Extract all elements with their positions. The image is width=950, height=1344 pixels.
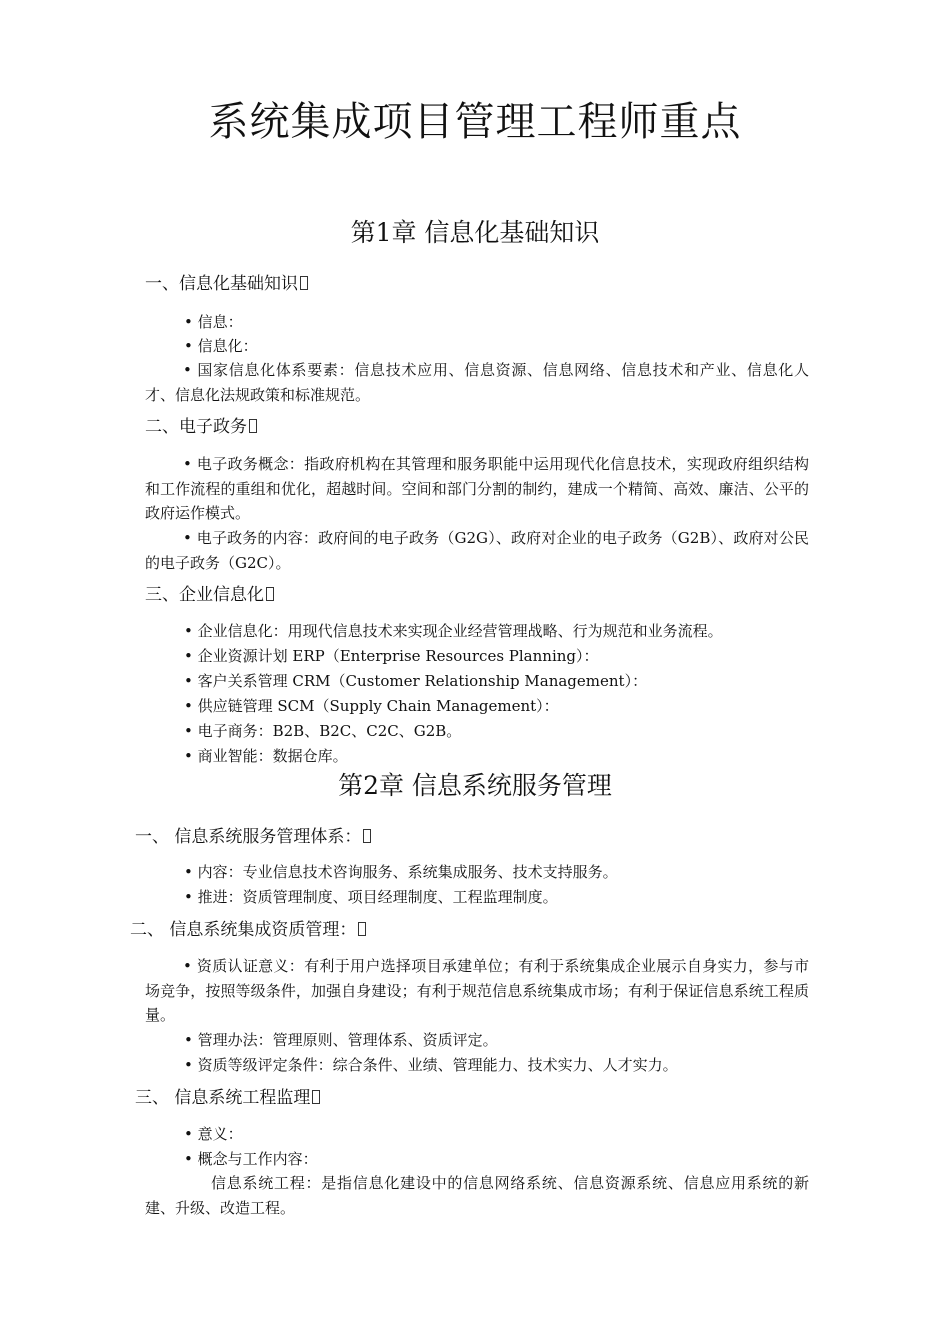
paragraph: • 电子政务概念：指政府机构在其管理和服务职能中运用现代化信息技术，实现政府组织结构和工作流程的重组和优化，超越时间。空间和部门分割的制约，建成一个精简、高效、廉洁、公平的政府运作模式。 <box>145 455 809 522</box>
list-item: • 内容：专业信息技术咨询服务、系统集成服务、技术支持服务。 <box>184 863 618 881</box>
section-2-2-heading: 二、 信息系统集成资质管理： <box>130 918 366 942</box>
list-item: • 资质等级评定条件：综合条件、业绩、管理能力、技术实力、人才实力。 <box>184 1056 678 1074</box>
list-item: • 电子商务：B2B、B2C、C2C、G2B。 <box>184 722 462 740</box>
list-item: • 意义： <box>184 1125 243 1143</box>
document-title: 系统集成项目管理工程师重点 <box>208 99 742 145</box>
list-item: • 概念与工作内容： <box>184 1150 318 1168</box>
list-item: • 管理办法：管理原则、管理体系、资质评定。 <box>184 1031 498 1049</box>
section-1-2-heading: 二、电子政务 <box>145 415 257 439</box>
placeholder-box-icon <box>300 276 308 290</box>
placeholder-box-icon <box>312 1090 320 1104</box>
list-item: • 商业智能：数据仓库。 <box>184 747 348 765</box>
placeholder-box-icon <box>266 587 274 601</box>
chapter-1-heading: 第1章 信息化基础知识 <box>350 218 600 247</box>
placeholder-box-icon <box>358 922 366 936</box>
paragraph: • 电子政务的内容：政府间的电子政务（G2G）、政府对企业的电子政务（G2B）、政府对公民的电子政务（G2C）。 <box>145 529 809 572</box>
section-1-1-heading: 一、信息化基础知识 <box>145 272 308 296</box>
list-item: • 推进：资质管理制度、项目经理制度、工程监理制度。 <box>184 888 558 906</box>
placeholder-box-icon <box>363 829 371 843</box>
paragraph: • 资质认证意义：有利于用户选择项目承建单位；有利于系统集成企业展示自身实力，参与市场竞争，按照等级条件，加强自身建设；有利于规范信息系统集成市场；有利于保证信息系统工程质量。 <box>145 957 809 1024</box>
paragraph: • 国家信息化体系要素：信息技术应用、信息资源、信息网络、信息技术和产业、信息化人才、信息化法规政策和标准规范。 <box>145 361 809 404</box>
list-item: • 信息： <box>184 313 243 331</box>
list-item: • 客户关系管理 CRM（Customer Relationship Management）： <box>184 672 648 690</box>
list-item: • 企业资源计划 ERP（Enterprise Resources Planning）： <box>184 647 599 665</box>
paragraph: 信息系统工程：是指信息化建设中的信息网络系统、信息资源系统、信息应用系统的新建、升级、改造工程。 <box>145 1174 809 1217</box>
list-item: • 企业信息化：用现代信息技术来实现企业经营管理战略、行为规范和业务流程。 <box>184 622 723 640</box>
section-2-1-heading: 一、 信息系统服务管理体系： <box>135 825 371 849</box>
list-item: • 供应链管理 SCM（Supply Chain Management）： <box>184 697 559 715</box>
chapter-2-heading: 第2章 信息系统服务管理 <box>338 771 612 800</box>
section-1-3-heading: 三、企业信息化 <box>145 583 274 607</box>
section-2-3-heading: 三、 信息系统工程监理 <box>135 1086 320 1110</box>
placeholder-box-icon <box>249 419 257 433</box>
list-item: • 信息化： <box>184 337 258 355</box>
